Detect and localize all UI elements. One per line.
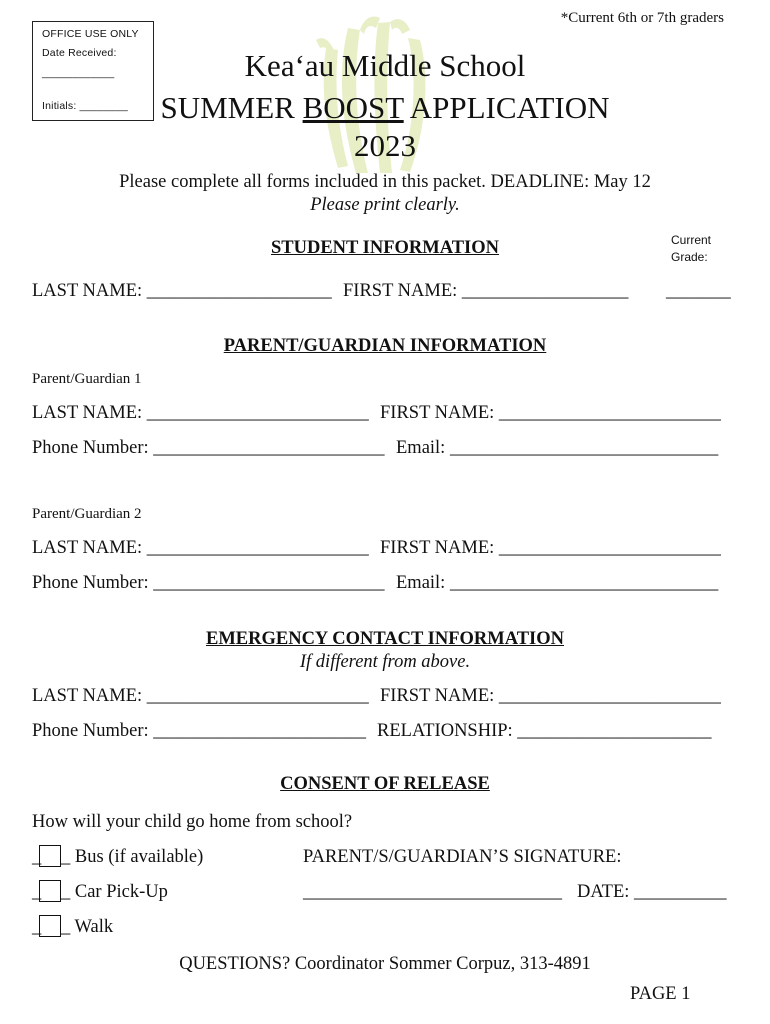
title-boost: BOOST (302, 90, 404, 125)
signature-date-field[interactable]: DATE: __________ (577, 882, 727, 902)
car-pickup-checkbox[interactable] (39, 880, 61, 902)
emergency-first-name-field[interactable]: FIRST NAME: ________________________ (380, 686, 721, 706)
bus-checkbox[interactable] (39, 845, 61, 867)
car-pickup-label: _ Car Pick-Up (61, 882, 168, 902)
consent-heading: CONSENT OF RELEASE (280, 774, 490, 794)
go-home-question: How will your child go home from school? (32, 812, 353, 832)
parent2-label: Parent/Guardian 2 (32, 506, 142, 522)
instructions: Please complete all forms included in this packet. DEADLINE: May 12 (119, 172, 651, 192)
office-use-title: OFFICE USE ONLY (42, 28, 139, 40)
emergency-subheading: If different from above. (299, 652, 471, 672)
walk-label: _ Walk (61, 917, 114, 937)
parent2-phone-field[interactable]: Phone Number: _________________________ (32, 573, 385, 593)
walk-checkbox[interactable] (39, 915, 61, 937)
student-last-name-field[interactable]: LAST NAME: ____________________ (32, 281, 332, 301)
print-clearly-note: Please print clearly. (310, 195, 460, 215)
date-received-label: Date Received: (42, 47, 117, 59)
bus-option-label: _ Bus (if available) (61, 847, 204, 867)
application-title (0, 90, 770, 126)
bus-option: _ (32, 847, 42, 867)
parent-info-heading: PARENT/GUARDIAN INFORMATION (223, 336, 547, 356)
emergency-contact-heading: EMERGENCY CONTACT INFORMATION (205, 629, 565, 649)
emergency-phone-field[interactable]: Phone Number: _______________________ (32, 721, 367, 741)
walk-option: _ (32, 917, 42, 937)
school-name: Kea‘au Middle School (244, 48, 526, 83)
student-info-heading: STUDENT INFORMATION (270, 238, 500, 258)
parent2-last-name-field[interactable]: LAST NAME: ________________________ (32, 538, 369, 558)
application-year: 2023 (354, 128, 416, 163)
parent2-first-name-field[interactable]: FIRST NAME: ________________________ (380, 538, 721, 558)
date-received-line: ____________ (42, 67, 115, 79)
page-number: PAGE 1 (630, 984, 691, 1004)
emergency-relationship-field[interactable]: RELATIONSHIP: _____________________ (377, 721, 712, 741)
parent1-label: Parent/Guardian 1 (32, 371, 142, 387)
current-grade-label-1: Current (671, 233, 712, 247)
parent1-email-field[interactable]: Email: _____________________________ (396, 438, 719, 458)
questions-contact: QUESTIONS? Coordinator Sommer Corpuz, 313-4891 (179, 954, 591, 974)
parent1-first-name-field[interactable]: FIRST NAME: ________________________ (380, 403, 721, 423)
title-suffix: APPLICATION (403, 90, 610, 125)
student-first-name-field[interactable]: FIRST NAME: __________________ (343, 281, 629, 301)
current-grade-label-2: Grade: (671, 250, 708, 264)
title-prefix: SUMMER (160, 90, 303, 125)
car-option: _ (32, 882, 42, 902)
signature-label: PARENT/S/GUARDIAN’S SIGNATURE: (303, 847, 622, 867)
parent1-last-name-field[interactable]: LAST NAME: ________________________ (32, 403, 369, 423)
grade-note: *Current 6th or 7th graders (560, 10, 724, 26)
signature-field[interactable]: ____________________________ (303, 882, 562, 902)
initials-label: Initials: ________ (42, 100, 128, 112)
student-grade-field[interactable]: _______ (666, 281, 731, 301)
emergency-last-name-field[interactable]: LAST NAME: ________________________ (32, 686, 369, 706)
parent2-email-field[interactable]: Email: _____________________________ (396, 573, 719, 593)
parent1-phone-field[interactable]: Phone Number: _________________________ (32, 438, 385, 458)
